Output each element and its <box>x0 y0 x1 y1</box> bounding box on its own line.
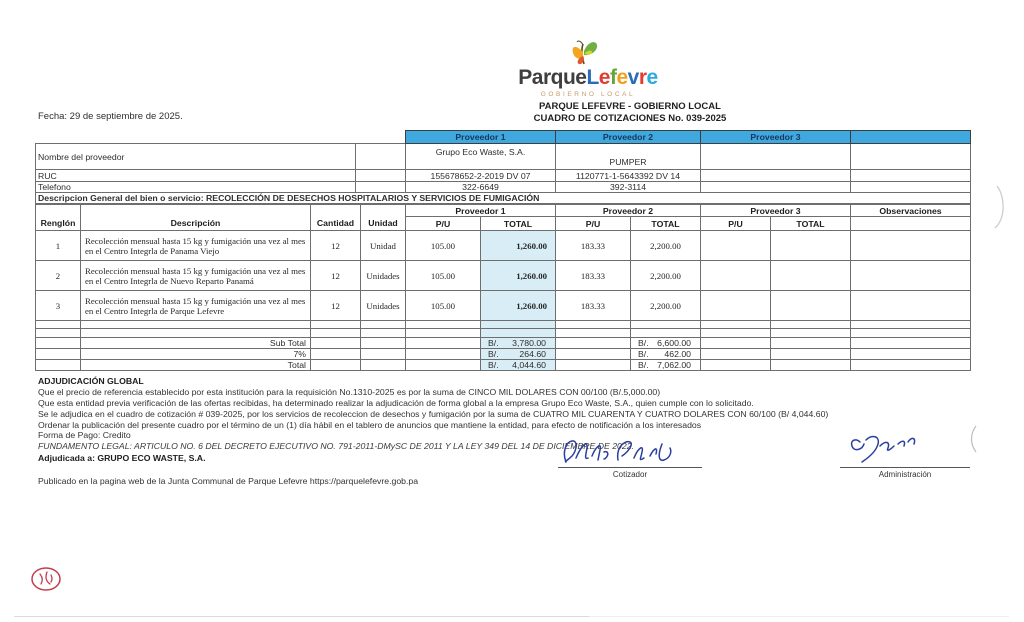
empty-cell <box>701 321 771 329</box>
empty-cell <box>36 321 81 329</box>
item-row <box>36 291 971 321</box>
item-p1-pu: 105.00 <box>406 291 481 321</box>
provider4-name <box>851 144 971 170</box>
currency-symbol: B/. <box>638 360 649 370</box>
empty-cell <box>631 321 701 329</box>
empty-cell <box>406 338 481 349</box>
red-stamp-icon <box>28 563 66 597</box>
provider2-header: Proveedor 2 <box>556 131 701 144</box>
provider4-ruc <box>851 170 971 182</box>
empty-cell <box>851 217 971 231</box>
item-p2-total: 2,200.00 <box>631 261 701 291</box>
item-p2-total: 2,200.00 <box>631 231 701 261</box>
item-renglon: 3 <box>36 291 81 321</box>
provider1-header: Proveedor 1 <box>406 131 556 144</box>
awarded-to: Adjudicada a: GRUPO ECO WASTE, S.A. <box>38 453 206 463</box>
currency-symbol: B/. <box>488 349 499 359</box>
item-p1-pu: 105.00 <box>406 261 481 291</box>
cotizador-label: Cotizador <box>612 470 648 479</box>
col-header-p2-pu: P/U <box>556 217 631 231</box>
col-header-p3-total: TOTAL <box>771 217 851 231</box>
empty-cell <box>361 349 406 360</box>
item-p3-total <box>771 231 851 261</box>
empty-cell <box>81 329 311 338</box>
empty-cell <box>361 338 406 349</box>
col-header-observaciones: Observaciones <box>851 205 971 217</box>
item-p1-total: 1,260.00 <box>481 261 556 291</box>
item-row <box>36 231 971 261</box>
empty-cell <box>556 349 631 360</box>
provider2-name: PUMPER <box>556 144 701 170</box>
col-header-p3-pu: P/U <box>701 217 771 231</box>
empty-cell <box>481 321 556 329</box>
org-title: PARQUE LEFEVRE - GOBIERNO LOCAL <box>539 101 721 112</box>
item-unidad: Unidades <box>361 261 406 291</box>
provider2-ruc: 1120771-1-5643392 DV 14 <box>556 170 701 182</box>
butterfly-icon <box>568 38 602 68</box>
general-description-row <box>36 193 971 204</box>
payment-terms: Forma de Pago: Credito <box>38 430 131 440</box>
currency-symbol: B/. <box>638 338 649 348</box>
empty-cell <box>356 144 406 170</box>
total-row <box>36 360 971 371</box>
item-p2-pu: 183.33 <box>556 261 631 291</box>
item-p2-total: 2,200.00 <box>631 291 701 321</box>
ruc-row <box>36 170 971 182</box>
empty-cell <box>311 338 361 349</box>
page-edge <box>589 616 1009 617</box>
provider3-name <box>701 144 851 170</box>
total-p1-amount: 4,044.60 <box>512 360 546 370</box>
logo-tagline: GOBIERNO LOCAL <box>540 91 636 98</box>
empty-cell <box>356 170 406 182</box>
empty-cell <box>406 360 481 371</box>
tax-p2-amount: 462.00 <box>664 349 691 359</box>
total-label: Total <box>81 360 311 371</box>
col-header-proveedor1: Proveedor 1 <box>406 205 556 217</box>
empty-cell <box>701 360 771 371</box>
logo-letter: r <box>638 66 647 89</box>
currency-symbol: B/. <box>488 360 499 370</box>
provider3-phone <box>701 182 851 193</box>
empty-cell <box>311 329 361 338</box>
currency-symbol: B/. <box>638 349 649 359</box>
col-header-p2-total: TOTAL <box>631 217 701 231</box>
currency-symbol: B/. <box>488 338 499 348</box>
col-header-proveedor2: Proveedor 2 <box>556 205 701 217</box>
logo-letter: f <box>609 66 617 89</box>
item-p3-total <box>771 291 851 321</box>
empty-cell <box>361 321 406 329</box>
empty-cell <box>36 360 81 371</box>
item-observaciones <box>851 261 971 291</box>
empty-cell <box>311 349 361 360</box>
general-description: Descripcion General del bien o servicio: RECOLECCIÓN DE DESECHOS HOSPITALARIOS Y SERVICIOS DE FUMIGACIÓN <box>36 193 971 204</box>
logo-letter: e <box>598 66 610 89</box>
logo <box>498 42 678 104</box>
table-header-row-1 <box>36 205 971 217</box>
item-unidad: Unidades <box>361 291 406 321</box>
adjudication-line-4: Ordenar la publicación del presente cuadro por el término de un (1) día hábil en el tablero de anuncios que mantiene la entidad, para efecto de notificación a los interesados <box>38 420 702 430</box>
empty-cell <box>851 360 971 371</box>
page-edge <box>14 616 589 617</box>
col-header-renglon: Renglón <box>36 205 81 231</box>
empty-cell <box>701 338 771 349</box>
item-p1-total: 1,260.00 <box>481 291 556 321</box>
item-p3-pu <box>701 261 771 291</box>
provider1-ruc: 155678652-2-2019 DV 07 <box>406 170 556 182</box>
col-header-p1-pu: P/U <box>406 217 481 231</box>
cotizador-signature <box>558 436 708 468</box>
col-header-p1-total: TOTAL <box>481 217 556 231</box>
item-description: Recolección mensual hasta 15 kg y fumigación una vez al mes en el Centro Integrla de Panama Viejo <box>81 231 311 261</box>
empty-cell <box>361 360 406 371</box>
adjudication-title: ADJUDICACIÓN GLOBAL <box>38 376 144 386</box>
empty-cell <box>556 321 631 329</box>
logo-letter: v <box>627 66 639 89</box>
item-p3-pu <box>701 291 771 321</box>
empty-cell <box>851 349 971 360</box>
tax-label: 7% <box>81 349 311 360</box>
empty-cell <box>481 329 556 338</box>
item-description: Recolección mensual hasta 15 kg y fumigación una vez al mes en el Centro Integrla de Nuevo Reparto Panamá <box>81 261 311 291</box>
tax-row <box>36 349 971 360</box>
provider3-header: Proveedor 3 <box>701 131 851 144</box>
date-line: Fecha: 29 de septiembre de 2025. <box>38 111 183 122</box>
subtotal-row <box>36 338 971 349</box>
providers-table <box>35 130 971 204</box>
empty-cell <box>406 321 481 329</box>
subtotal-p1 <box>481 338 556 349</box>
empty-cell <box>311 360 361 371</box>
ruc-label: RUC <box>36 170 356 182</box>
col-header-proveedor3: Proveedor 3 <box>701 205 851 217</box>
administracion-signature <box>842 432 972 466</box>
empty-cell <box>771 360 851 371</box>
legal-basis: FUNDAMENTO LEGAL: ARTICULO NO. 6 DEL DECRETO EJECUTIVO NO. 791-2011-DMySC DE 2011 Y LA LEY 349 DEL 14 DE DICIEMBRE DE 2022. <box>38 441 634 451</box>
empty-cell <box>556 338 631 349</box>
item-p1-total: 1,260.00 <box>481 231 556 261</box>
item-cantidad: 12 <box>311 261 361 291</box>
spacer-cell <box>36 131 356 144</box>
logo-letter: e <box>616 66 628 89</box>
tax-p1-amount: 264.60 <box>519 349 546 359</box>
phone-row <box>36 182 971 193</box>
item-observaciones <box>851 291 971 321</box>
adjudication-line-1: Que el precio de referencia establecido por esta institución para la requisición No.1310-2025 es por la suma de CINCO MIL DOLARES CON 00/100 (B/.5,000.00) <box>38 387 661 397</box>
empty-cell <box>701 329 771 338</box>
quotation-table <box>35 204 971 371</box>
administracion-label: Administración <box>878 470 932 479</box>
empty-cell <box>81 321 311 329</box>
empty-cell <box>631 329 701 338</box>
spacer-cell <box>356 131 406 144</box>
item-renglon: 2 <box>36 261 81 291</box>
col-header-descripcion: Descripción <box>81 205 311 231</box>
subtotal-label: Sub Total <box>81 338 311 349</box>
empty-cell <box>356 182 406 193</box>
empty-cell <box>771 338 851 349</box>
provider3-ruc <box>701 170 851 182</box>
empty-cell <box>36 349 81 360</box>
logo-letter: L <box>586 66 599 89</box>
total-p2-amount: 7,062.00 <box>657 360 691 370</box>
item-cantidad: 12 <box>311 231 361 261</box>
total-p2 <box>631 360 701 371</box>
empty-row <box>36 321 971 329</box>
provider4-phone <box>851 182 971 193</box>
provider1-name: Grupo Eco Waste, S.A. <box>406 144 556 170</box>
item-unidad: Unidad <box>361 231 406 261</box>
subtotal-p2 <box>631 338 701 349</box>
item-row <box>36 261 971 291</box>
empty-cell <box>36 329 81 338</box>
provider-name-label: Nombre del proveedor <box>36 144 356 170</box>
provider1-phone: 322-6649 <box>406 182 556 193</box>
item-p3-total <box>771 261 851 291</box>
logo-word-parque: Parque <box>518 66 587 89</box>
empty-cell <box>556 329 631 338</box>
adjudication-line-3: Se le adjudica en el cuadro de cotización # 039-2025, por los servicios de recoleccion de desechos y fumigación por la suma de CUATRO MIL CUARENTA Y CUATRO DOLARES CON 60/100 (B/ 4,044.60) <box>38 409 829 419</box>
logo-letter: e <box>646 66 658 89</box>
provider-name-row <box>36 144 971 170</box>
tax-p1 <box>481 349 556 360</box>
total-p1 <box>481 360 556 371</box>
publication-note: Publicado en la pagina web de la Junta Communal de Parque Lefevre https://parquelefevre.gob.pa <box>38 476 419 486</box>
phone-label: Telefono <box>36 182 356 193</box>
item-p2-pu: 183.33 <box>556 291 631 321</box>
empty-cell <box>36 338 81 349</box>
empty-row <box>36 329 971 338</box>
empty-cell <box>851 321 971 329</box>
cotizador-signature-line <box>558 467 702 468</box>
item-description: Recolección mensual hasta 15 kg y fumigación una vez al mes en el Centro Integrla de Parque Lefevre <box>81 291 311 321</box>
tax-p2 <box>631 349 701 360</box>
provider4-header <box>851 131 971 144</box>
scan-artifact <box>966 424 980 454</box>
empty-cell <box>311 321 361 329</box>
empty-cell <box>771 329 851 338</box>
empty-cell <box>771 321 851 329</box>
empty-cell <box>701 349 771 360</box>
providers-header-row <box>36 131 971 144</box>
empty-cell <box>556 360 631 371</box>
empty-cell <box>361 329 406 338</box>
adjudication-line-2: Que esta entidad previa verificación de las ofertas recibidas, ha determinado realizar la adjudicación de forma global a la empresa Grupo Eco Waste, S.A., quien cumple con lo solicitado. <box>38 398 754 408</box>
scan-artifact <box>993 186 1009 230</box>
logo-wordmark <box>498 66 678 90</box>
col-header-cantidad: Cantidad <box>311 205 361 231</box>
item-p1-pu: 105.00 <box>406 231 481 261</box>
item-observaciones <box>851 231 971 261</box>
item-p3-pu <box>701 231 771 261</box>
empty-cell <box>851 329 971 338</box>
subtotal-p2-amount: 6,600.00 <box>657 338 691 348</box>
administracion-signature-line <box>840 467 970 468</box>
empty-cell <box>851 338 971 349</box>
item-p2-pu: 183.33 <box>556 231 631 261</box>
document-title: CUADRO DE COTIZACIONES No. 039-2025 <box>533 112 727 124</box>
empty-cell <box>771 349 851 360</box>
item-cantidad: 12 <box>311 291 361 321</box>
col-header-unidad: Unidad <box>361 205 406 231</box>
subtotal-p1-amount: 3,780.00 <box>512 338 546 348</box>
empty-cell <box>406 349 481 360</box>
item-renglon: 1 <box>36 231 81 261</box>
provider2-phone: 392-3114 <box>556 182 701 193</box>
empty-cell <box>406 329 481 338</box>
